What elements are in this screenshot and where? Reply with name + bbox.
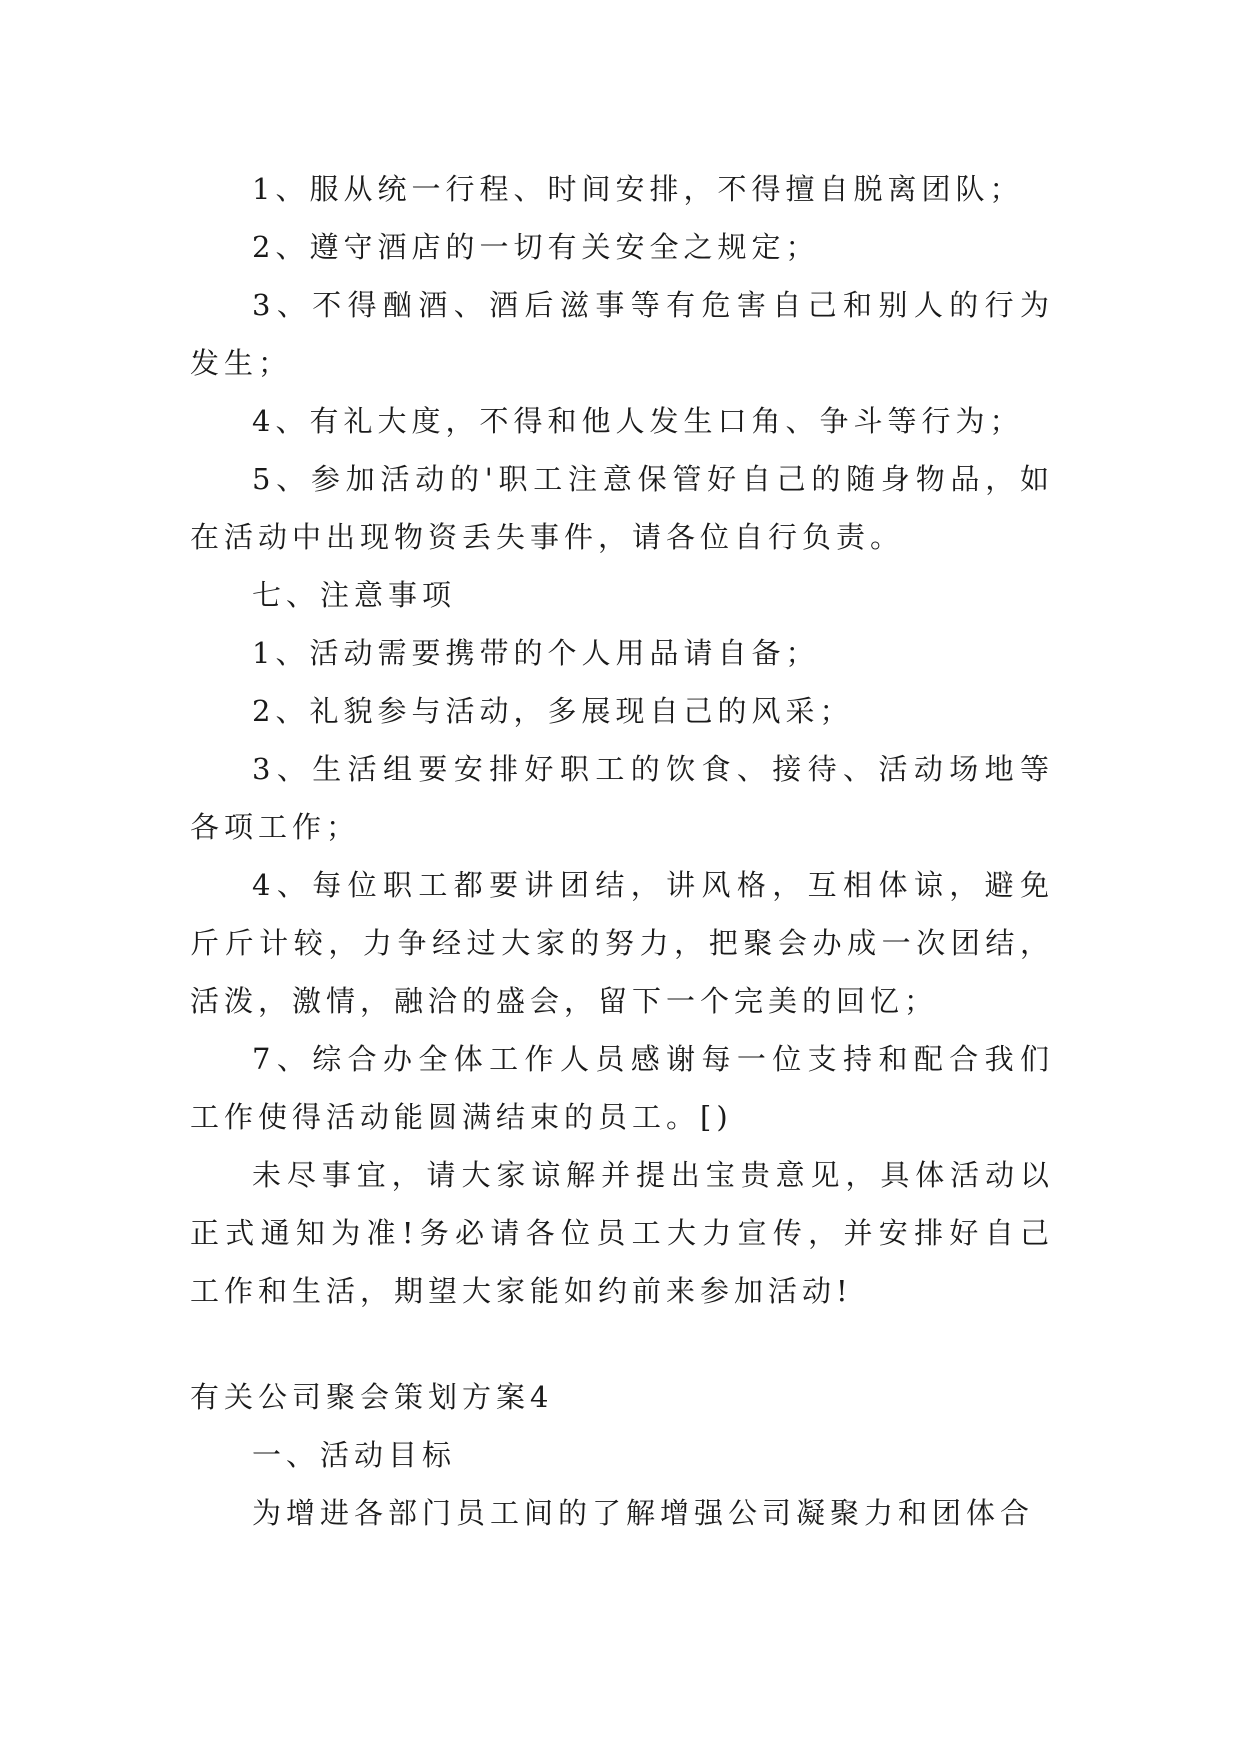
rule-1-paragraph: 1、服从统一行程、时间安排，不得擅自脱离团队； bbox=[252, 172, 1024, 206]
activity-goal-paragraph: 为增进各部门员工间的了解增强公司凝聚力和团体合 bbox=[252, 1496, 1035, 1530]
activity-goal-heading: 一、活动目标 bbox=[252, 1438, 457, 1472]
document-body bbox=[190, 160, 1054, 1542]
note-4-paragraph: 4、每位职工都要讲团结，讲风格，互相体谅，避免斤斤计较，力争经过大家的努力，把聚会办成一次团结，活泼，激情，融洽的盛会，留下一个完美的回忆； bbox=[190, 868, 1054, 1018]
rule-4-paragraph: 4、有礼大度，不得和他人发生口角、争斗等行为； bbox=[252, 404, 1024, 438]
closing-paragraph: 未尽事宜，请大家谅解并提出宝贵意见，具体活动以正式通知为准!务必请各位员工大力宣传，并安排好自己工作和生活，期望大家能如约前来参加活动! bbox=[190, 1158, 1054, 1308]
rule-5-paragraph: 5、参加活动的'职工注意保管好自己的随身物品，如在活动中出现物资丢失事件，请各位自行负责。 bbox=[190, 462, 1054, 554]
section-seven-heading: 七、注意事项 bbox=[252, 578, 457, 612]
section-title: 有关公司聚会策划方案4 bbox=[190, 1380, 554, 1414]
note-3-paragraph: 3、生活组要安排好职工的饮食、接待、活动场地等各项工作； bbox=[190, 752, 1054, 844]
note-2-paragraph: 2、礼貌参与活动，多展现自己的风采； bbox=[252, 694, 854, 728]
rule-3-paragraph: 3、不得酗酒、酒后滋事等有危害自己和别人的行为发生； bbox=[190, 288, 1054, 380]
note-1-paragraph: 1、活动需要携带的个人用品请自备； bbox=[252, 636, 820, 670]
note-7-paragraph: 7、综合办全体工作人员感谢每一位支持和配合我们工作使得活动能圆满结束的员工。[) bbox=[190, 1042, 1054, 1134]
rule-2-paragraph: 2、遵守酒店的一切有关安全之规定； bbox=[252, 230, 820, 264]
section-gap bbox=[190, 1320, 1054, 1368]
